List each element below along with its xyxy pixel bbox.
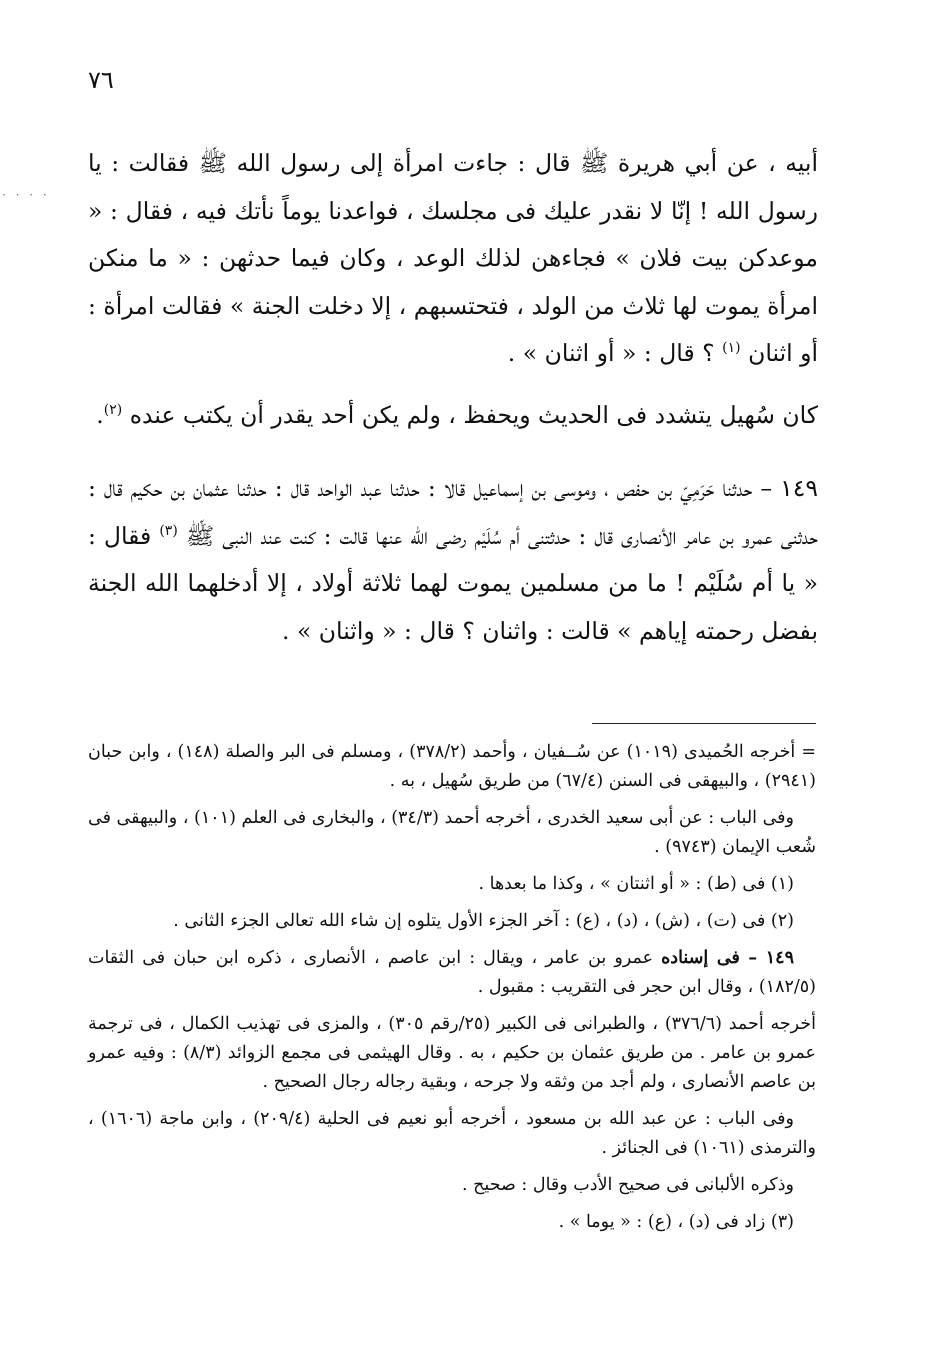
footnote-1: (١) فى (ط) : « أو اثنتان » ، وكذا ما بعدها . xyxy=(478,874,794,894)
footnote-bab-ibn-masud: وفى الباب : عن عبد الله بن مسعود ، أخرجه أبو نعيم فى الحلية (٢٠٩/٤) ، وابن ماجة (١٦٠٦) ، والترمذى (١٠٦١) فى الجنائز . xyxy=(88,1109,816,1158)
footnote-marker-3: (٣) xyxy=(159,522,178,539)
footnote-divider xyxy=(592,723,816,724)
footnote-149-takhrij: أخرجه أحمد (٣٧٦/٦) ، والطبرانى فى الكبير (٢٥/رقم ٣٠٥) ، والمزى فى تهذيب الكمال ، فى ترجمة عمرو بن عامر . من طريق عثمان بن حكيم ، به . وقال الهيثمى فى مجمع الزوائد (٨/٣) : وفيه عمرو بن عاصم الأنصارى ، ولم أجد من وثقه ولا جرحه ، وبقية رجاله رجال الصحيح . xyxy=(88,1014,816,1092)
margin-marks: · · · · xyxy=(2,188,50,202)
footnote-149-isnad: ١٤٩ – فى إسناده عمرو بن عامر ، ويقال : ابن عاصم ، الأنصارى ، ذكره ابن حبان فى الثقات (١٨٢/٥) ، وقال ابن حجر فى التقريب : مقبول . xyxy=(88,948,816,997)
footnote-2: (٢) فى (ت) ، (ش) ، (د) ، (ع) : آخر الجزء الأول يتلوه إن شاء الله تعالى الجزء الثانى . xyxy=(173,911,794,931)
main-text xyxy=(88,140,818,655)
page-number: ٧٦ xyxy=(88,66,114,94)
footnotes xyxy=(88,738,816,1245)
footnote-marker-2: (٢) xyxy=(103,401,123,418)
paragraph-suhail-note: كان سُهيل يتشدد فى الحديث ويحفظ ، ولم يكن أحد يقدر أن يكتب عنده $^{(٢)}$. xyxy=(96,400,818,429)
paragraph-hadith-149: ١٤٩ – حدثنا حَرَمِيّ بن حفص ، وموسى بن إسماعيل قالا : حدثنا عبد الواحد قال : حدثنا عثمان بن حكيم قال : حدثنى عمرو بن عامر الأنصارى قال : حدثتنى أم سُلَيْم رضى الله عنها قالت : كنت عند النبى ﷺ $^{(٣)}$ فقال : « يا أم سُلَيْم ! ما من مسلمين يموت لهما ثلاثة أولاد ، إلا أدخلهما الله الجنة بفضل رحمته إياهم » قالت : واثنان ؟ قال : « واثنان » . xyxy=(88,474,818,645)
paragraph-hadith-148-end: أبيه ، عن أبي هريرة ﷺ قال : جاءت امرأة إلى رسول الله ﷺ فقالت : يا رسول الله ! إنّا لا نقدر عليك فى مجلسك ، فواعدنا يوماً نأتك فيه ، فقال : « موعدكن بيت فلان » فجاءهن لذلك الوعد ، وكان فيما حدثهن : « ما منكن امرأة يموت لها ثلاث من الولد ، فتحتسبهم ، إلا دخلت الجنة » فقالت امرأة : أو اثنان $^{(١)}$ ؟ قال : « أو اثنان » . xyxy=(88,149,818,367)
footnote-marker-1: (١) xyxy=(722,340,741,357)
footnote-bab-abu-said: وفى الباب : عن أبى سعيد الخدرى ، أخرجه أحمد (٣٤/٣) ، والبخارى فى العلم (١٠١) ، والبيهقى فى شُعب الإيمان (٩٧٤٣) . xyxy=(88,808,816,857)
footnote-continued: = أخرجه الحُميدى (١٠١٩) عن سُــفيان ، وأحمد (٣٧٨/٢) ، ومسلم فى البر والصلة (١٤٨) ، وابن حبان (٢٩٤١) ، والبيهقى فى السنن (٦٧/٤) من طريق سُهيل ، به . xyxy=(88,742,816,791)
footnote-3: (٣) زاد فى (د) ، (ع) : « يوما » . xyxy=(558,1212,794,1232)
footnote-albani: وذكره الألبانى فى صحيح الأدب وقال : صحيح . xyxy=(462,1175,794,1195)
